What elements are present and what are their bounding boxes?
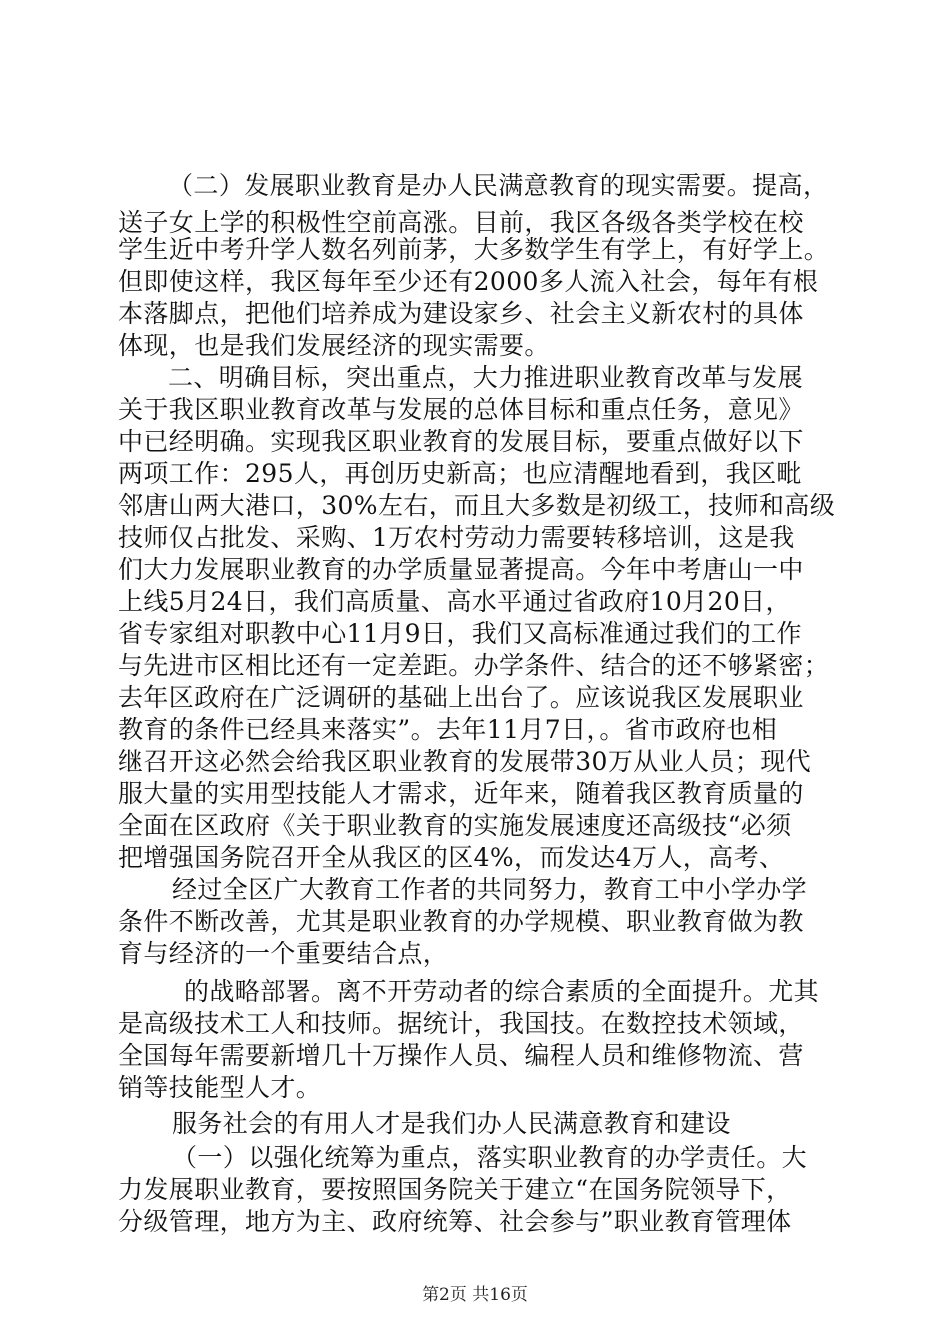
text-line: （一）以强化统筹为重点，落实职业教育的办学责任。大 xyxy=(172,1143,808,1172)
text-line: 省专家组对职教中心11月9日，我们又高标准通过我们的工作 xyxy=(118,619,802,648)
text-line: 力发展职业教育，要按照国务院关于建立“在国务院领导下， xyxy=(118,1175,792,1204)
text-line: 销等技能型人才。 xyxy=(118,1073,322,1102)
text-line: 邻唐山两大港口，30%左右，而且大多数是初级工，技师和高级 xyxy=(118,491,836,520)
text-line: 把增强国务院召开全从我区的区4%，而发达4万人，高考、 xyxy=(118,843,785,872)
text-line: 经过全区广大教育工作者的共同努力，教育工中小学办学 xyxy=(172,875,808,904)
text-line: 全面在区政府《关于职业教育的实施发展速度还高级技“必须 xyxy=(118,811,792,840)
text-line: 教育的条件已经具来落实”。去年11月7日，。省市政府也相 xyxy=(118,715,778,744)
text-line: 条件不断改善，尤其是职业教育的办学规模、职业教育做为教 xyxy=(118,907,804,936)
text-line: 两项工作：295人，再创历史新高；也应清醒地看到，我区毗 xyxy=(118,459,802,488)
text-line: 体现，也是我们发展经济的现实需要。 xyxy=(118,331,550,360)
text-line: 分级管理，地方为主、政府统筹、社会参与”职业教育管理体 xyxy=(118,1207,792,1236)
text-line: 服务社会的有用人才是我们办人民满意教育和建设 xyxy=(172,1109,731,1138)
text-line: 学生近中考升学人数名列前茅，大多数学生有学上，有好学上。 xyxy=(118,235,830,264)
text-line: 关于我区职业教育改革与发展的总体目标和重点任务，意见》 xyxy=(118,395,804,424)
text-line: 育与经济的一个重要结合点， xyxy=(118,939,449,968)
text-line: 与先进市区相比还有一定差距。办学条件、结合的还不够紧密； xyxy=(118,651,830,680)
text-line: 本落脚点，把他们培养成为建设家乡、社会主义新农村的具体 xyxy=(118,299,804,328)
text-line: 送子女上学的积极性空前高涨。目前，我区各级各类学校在校 xyxy=(118,208,804,237)
text-line: 去年区政府在广泛调研的基础上出台了。应该说我区发展职业 xyxy=(118,683,804,712)
text-line: 中已经明确。实现我区职业教育的发展目标，要重点做好以下 xyxy=(118,427,804,456)
text-line: 服大量的实用型技能人才需求，近年来，随着我区教育质量的 xyxy=(118,779,804,808)
text-line: 二、明确目标，突出重点，大力推进职业教育改革与发展 xyxy=(168,363,804,392)
page-number-footer: 第2页 共16页 xyxy=(422,1285,528,1305)
text-line: 继召开这必然会给我区职业教育的发展带30万从业人员；现代 xyxy=(118,747,812,776)
text-line: 的战略部署。离不开劳动者的综合素质的全面提升。尤其 xyxy=(184,977,820,1006)
text-line: 们大力发展职业教育的办学质量显著提高。今年中考唐山一中 xyxy=(118,555,804,584)
text-line: 是高级技术工人和技师。据统计，我国技。在数控技术领域， xyxy=(118,1009,804,1038)
text-line: 上线5月24日，我们高质量、高水平通过省政府10月20日， xyxy=(118,587,791,616)
text-line: 全国每年需要新增几十万操作人员、编程人员和维修物流、营 xyxy=(118,1041,804,1070)
text-line: （二）发展职业教育是办人民满意教育的现实需要。提高， xyxy=(168,171,829,200)
text-line: 但即使这样，我区每年至少还有2000多人流入社会，每年有根 xyxy=(118,267,819,296)
text-line: 技师仅占批发、采购、1万农村劳动力需要转移培训，这是我 xyxy=(118,523,795,552)
